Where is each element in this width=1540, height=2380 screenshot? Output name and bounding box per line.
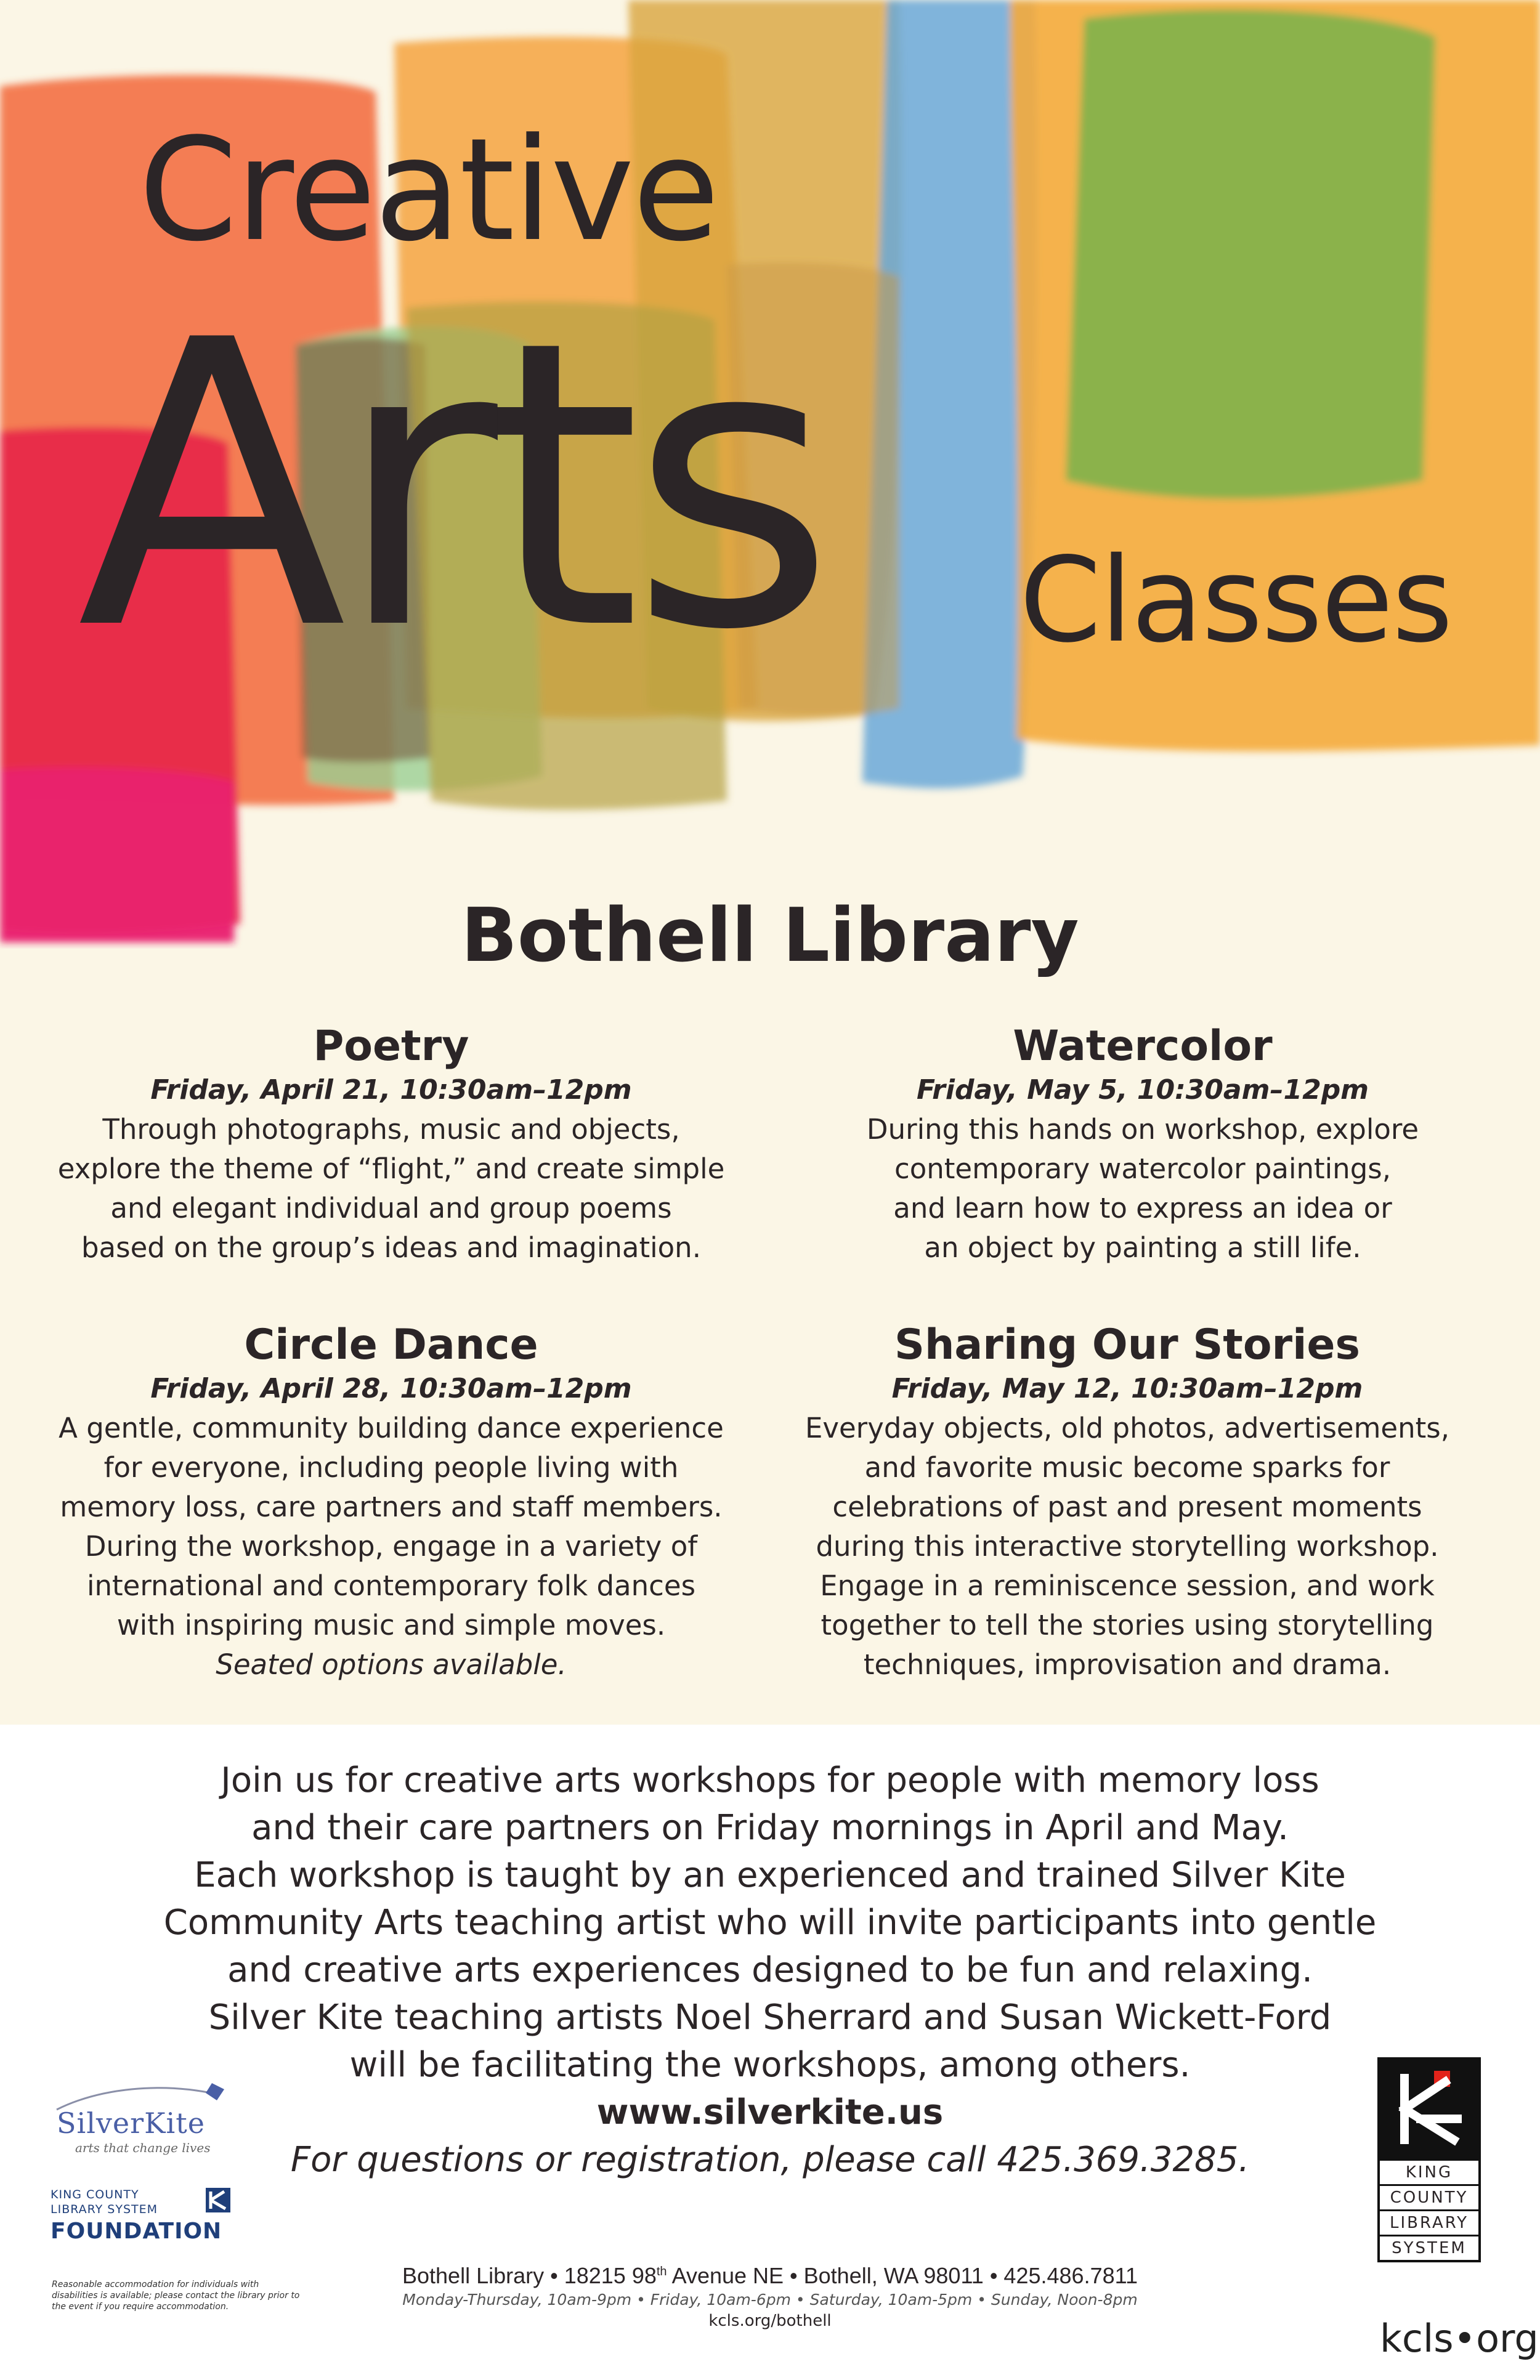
class-description-line: techniques, improvisation and drama.: [863, 1648, 1392, 1681]
address-suffix: Avenue NE • Bothell, WA 98011 • 425.486.7811: [667, 2263, 1138, 2288]
class-description-line: international and contemporary folk dances: [86, 1569, 696, 1602]
silverkite-website-link[interactable]: www.silverkite.us: [596, 2092, 944, 2132]
intro-text: [0, 1757, 1540, 2184]
class-date: Friday, May 5, 10:30am–12pm: [916, 1074, 1369, 1106]
class-title: Poetry: [313, 1022, 469, 1071]
class-date: Friday, May 12, 10:30am–12pm: [891, 1373, 1363, 1404]
class-description-line: contemporary watercolor paintings,: [894, 1152, 1392, 1185]
intro-line: Silver Kite teaching artists Noel Sherrard and Susan Wickett-Ford: [208, 1997, 1332, 2038]
library-footer: [0, 2258, 1540, 2331]
class-description-line: based on the group’s ideas and imagination.: [81, 1231, 702, 1264]
silverkite-name: SilverKite: [57, 2107, 205, 2140]
class-description-line: for everyone, including people living with: [103, 1451, 679, 1484]
title-classes: Classes: [1019, 532, 1452, 668]
address-prefix: Bothell Library • 18215 98: [402, 2263, 657, 2288]
class-description-line: memory loss, care partners and staff members.: [60, 1491, 723, 1523]
kcls-line: COUNTY: [1380, 2186, 1478, 2211]
accommodation-disclaimer: Reasonable accommodation for individuals with disabilities is available; please contact the library prior to the event if you require accommodation.: [52, 2280, 300, 2312]
class-description-line: and learn how to express an idea or: [893, 1192, 1392, 1224]
foundation-line: KING COUNTY: [51, 2188, 139, 2201]
foundation-mark-icon: [206, 2188, 230, 2212]
class-title: Circle Dance: [244, 1321, 538, 1369]
class-title: Sharing Our Stories: [894, 1321, 1360, 1369]
title-creative: Creative: [139, 108, 718, 273]
class-description-line: Engage in a reminiscence session, and work: [820, 1569, 1435, 1602]
kcls-logo: [1377, 2057, 1481, 2262]
silverkite-tagline: arts that change lives: [75, 2140, 211, 2155]
class-description-line: During the workshop, engage in a variety of: [84, 1530, 698, 1563]
class-description-line: during this interactive storytelling workshop.: [816, 1530, 1439, 1563]
kcls-org: kcls•org: [1380, 2316, 1539, 2361]
intro-line: Join us for creative arts workshops for people with memory loss: [221, 1760, 1319, 1800]
kcls-line: SYSTEM: [1392, 2239, 1467, 2257]
class-description-line: an object by painting a still life.: [924, 1231, 1361, 1264]
intro-line: will be facilitating the workshops, among others.: [349, 2045, 1191, 2085]
intro-line: and their care partners on Friday mornings in April and May.: [251, 1808, 1289, 1848]
address-sup: th: [656, 2265, 667, 2278]
class-date: Friday, April 28, 10:30am–12pm: [150, 1373, 632, 1404]
class-note: Seated options available.: [216, 1648, 567, 1681]
kcls-line: LIBRARY: [1380, 2211, 1478, 2236]
kcls-wordmark: [1377, 2161, 1481, 2262]
intro-line: Community Arts teaching artist who will invite participants into gentle: [163, 1903, 1377, 1943]
title-arts: Arts: [77, 257, 825, 716]
class-description-line: together to tell the stories using storytelling: [821, 1609, 1434, 1641]
foundation-line: FOUNDATION: [51, 2219, 222, 2244]
class-description-line: celebrations of past and present moments: [832, 1491, 1422, 1523]
class-description-line: with inspiring music and simple moves.: [116, 1609, 666, 1641]
class-circle-dance: [37, 1321, 745, 1685]
intro-line: Each workshop is taught by an experienced and trained Silver Kite: [194, 1855, 1346, 1895]
foundation-line: LIBRARY SYSTEM: [51, 2203, 158, 2216]
class-description-line: Through photographs, music and objects,: [102, 1113, 680, 1146]
library-hours: Monday-Thursday, 10am-9pm • Friday, 10am-6pm • Saturday, 10am-5pm • Sunday, Noon-8pm: [402, 2291, 1138, 2309]
library-address: [0, 2258, 1540, 2289]
kcls-mark-icon: [1377, 2057, 1481, 2161]
class-watercolor: [788, 1022, 1497, 1268]
kcls-foundation-logo: [51, 2187, 235, 2248]
intro-line: and creative arts experiences designed to be fun and relaxing.: [227, 1950, 1313, 1990]
class-description-line: Everyday objects, old photos, advertisements,: [804, 1412, 1450, 1444]
library-web-link[interactable]: kcls.org/bothell: [708, 2312, 832, 2330]
class-description-line: and elegant individual and group poems: [110, 1192, 672, 1224]
class-sharing-our-stories: [773, 1321, 1481, 1685]
registration-phone: For questions or registration, please call 425.369.3285.: [290, 2140, 1250, 2180]
class-description-line: and favorite music become sparks for: [864, 1451, 1390, 1484]
class-description-line: explore the theme of “flight,” and create simple: [57, 1152, 725, 1185]
kcls-line: KING: [1380, 2161, 1478, 2186]
class-poetry: [37, 1022, 745, 1268]
library-name: Bothell Library: [461, 893, 1079, 979]
class-description-line: During this hands on workshop, explore: [866, 1113, 1419, 1146]
class-date: Friday, April 21, 10:30am–12pm: [150, 1074, 632, 1106]
class-description-line: A gentle, community building dance experience: [59, 1412, 724, 1444]
class-title: Watercolor: [1013, 1022, 1273, 1071]
